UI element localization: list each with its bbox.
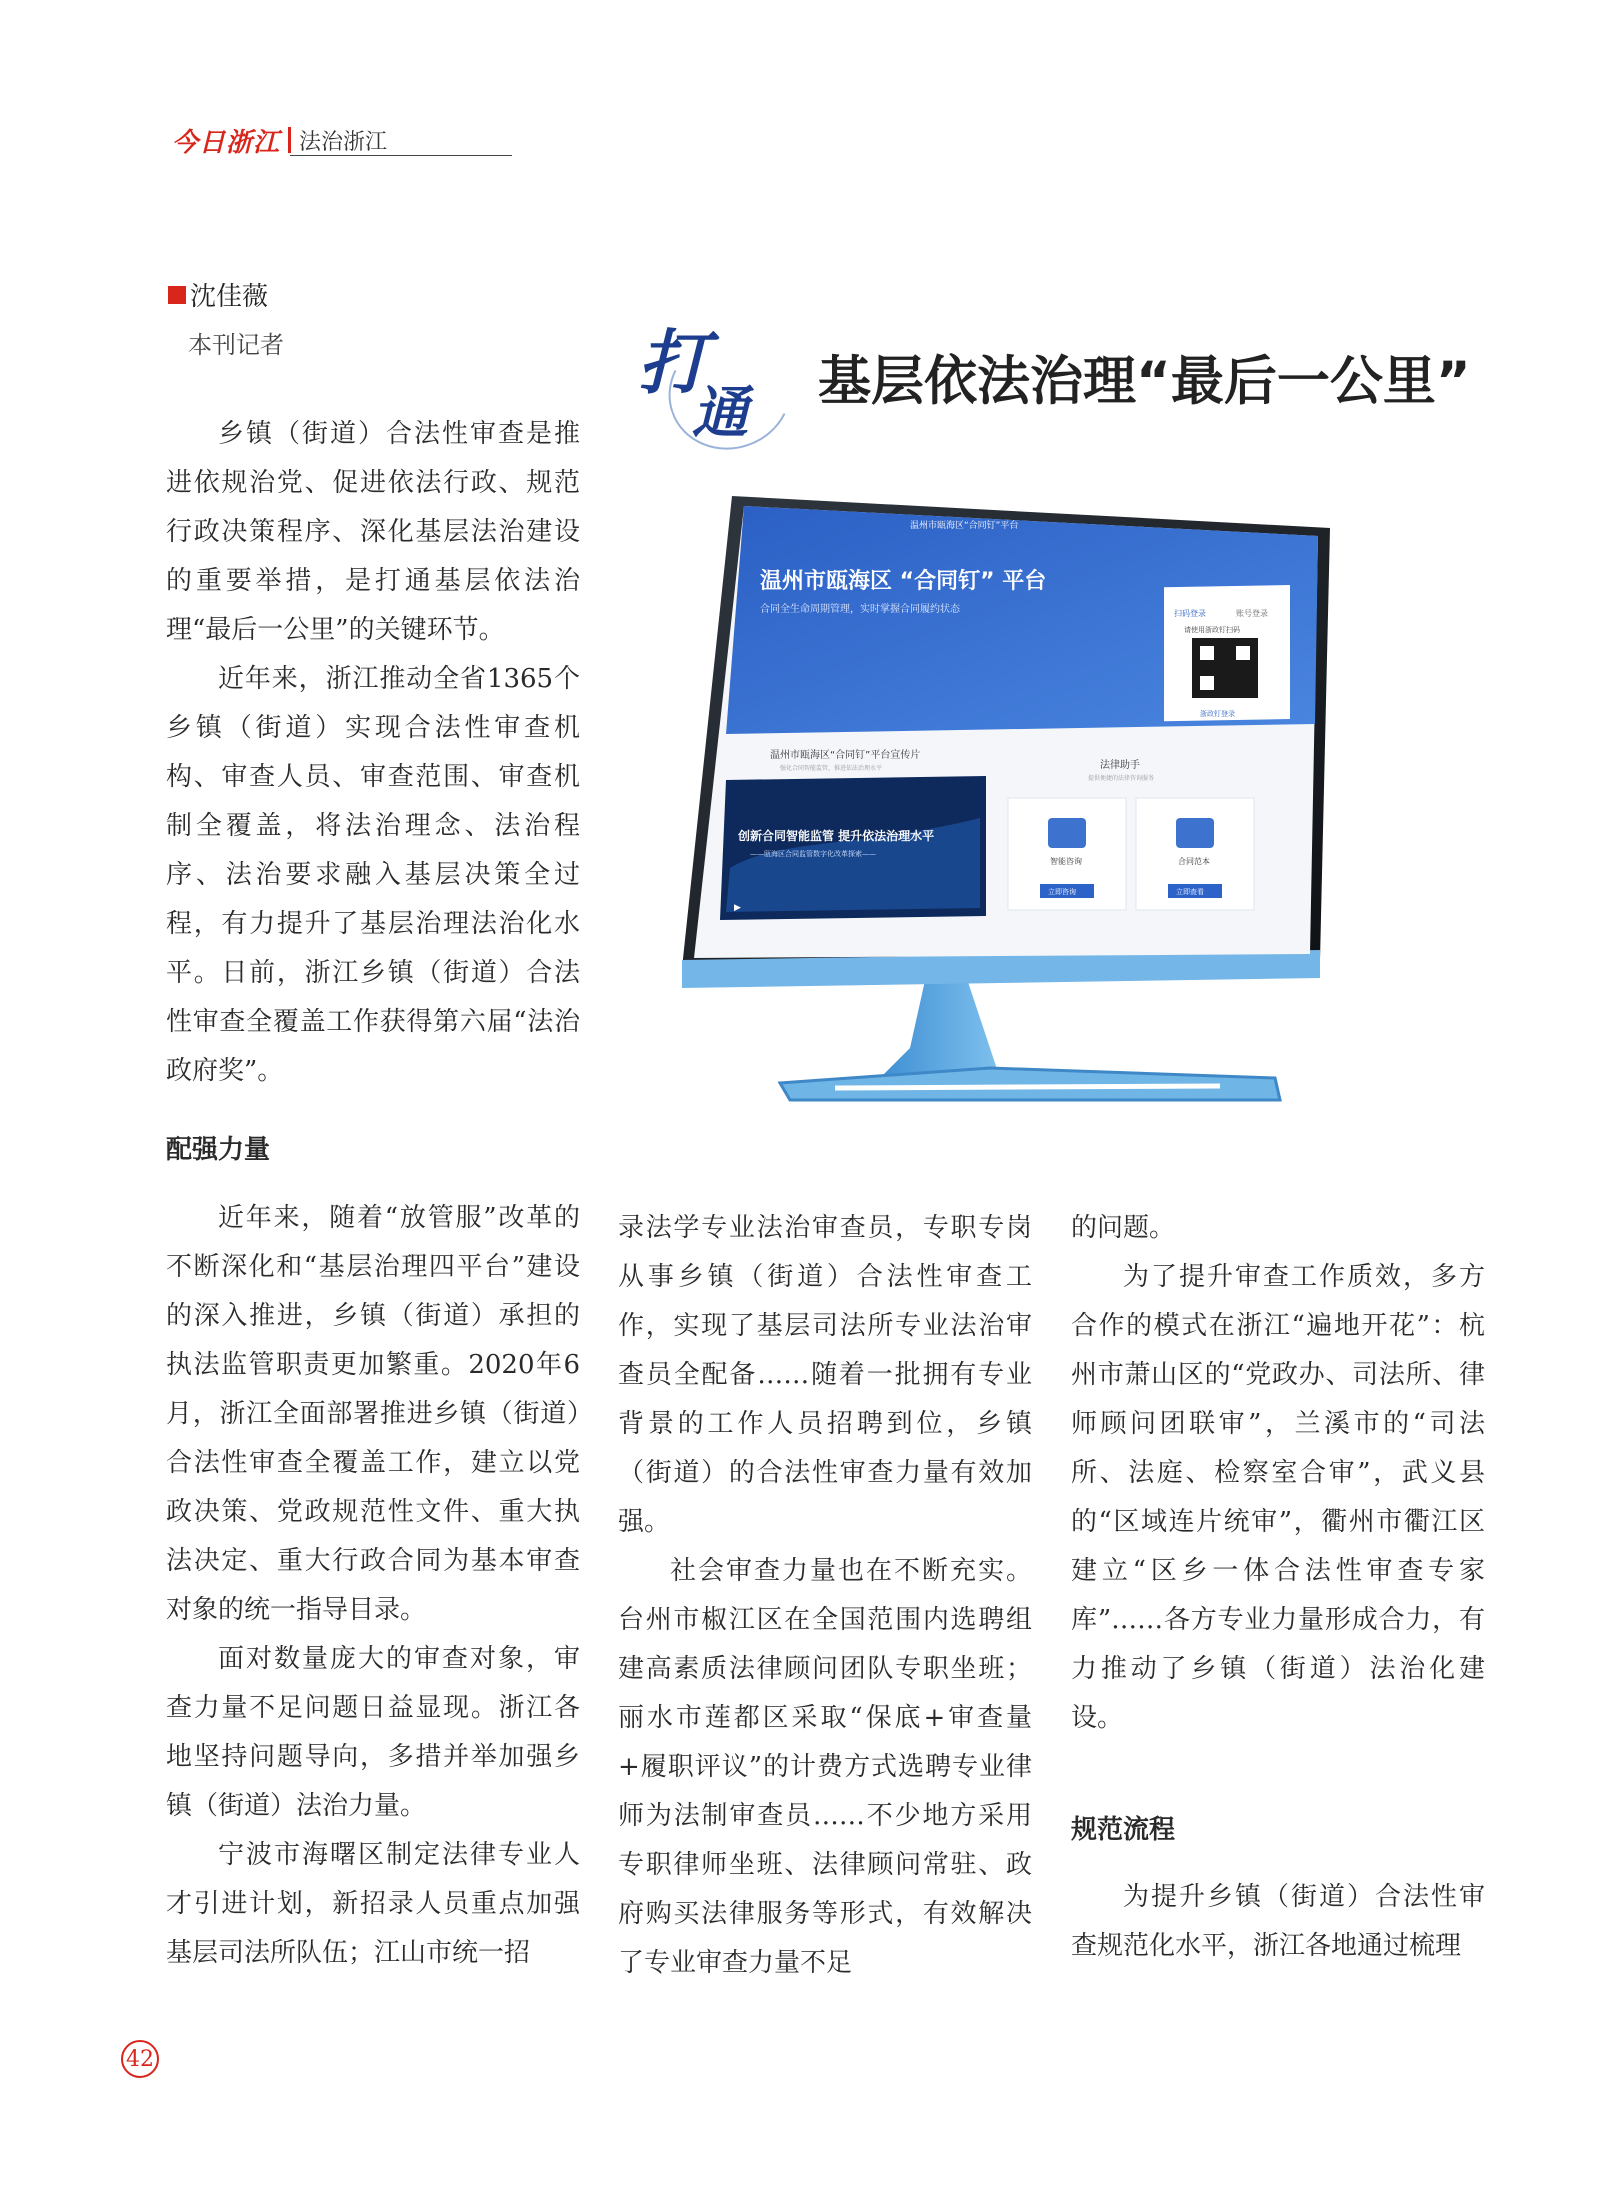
banner-title: 温州市瓯海区 “合同钉” 平台	[760, 569, 1047, 594]
article-title	[630, 305, 1500, 455]
intro-paragraph-2: 近年来，浙江推动全省1365个乡镇（街道）实现合法性审查机构、审查人员、审查范围、审查机制全覆盖，将法治理念、法治程序、法治要求融入基层决策全过程，有力提升了基层治理法治化水平。日前，浙江乡镇（街道）合法性审查全覆盖工作获得第六届“法治政府奖”。	[166, 664, 580, 1086]
helper-heading: 法律助手	[1100, 760, 1140, 771]
video-subtitle: ——瓯海区合同监管数字化改革探索——	[750, 850, 876, 858]
title-char-2: 通	[692, 380, 748, 446]
intro-heading: 温州市瓯海区“合同钉”平台宣传片	[770, 750, 921, 761]
login-tab-scan[interactable]: 扫码登录	[1174, 609, 1206, 618]
monitor-svg	[660, 488, 1340, 1108]
header-divider	[288, 127, 291, 153]
col3-paragraph-2: 为了提升审查工作质效，多方合作的模式在浙江“遍地开花”：杭州市萧山区的“党政办、司法所、律师顾问团联审”，兰溪市的“司法所、法庭、检察室合审”，武义县的“区域连片统审”，衢州市衢江区建立“区乡一体合法性审查专家库”……各方专业力量形成合力，有力推动了乡镇（街道）法治化建设。	[1071, 1262, 1485, 1733]
helper-card-2-button[interactable]: 立即查看	[1176, 888, 1204, 896]
login-button[interactable]: 浙政钉登录	[1200, 710, 1235, 718]
banner-subtitle: 合同全生命周期管理，实时掌握合同履约状态	[760, 604, 960, 615]
author-name: 沈佳薇	[190, 282, 269, 312]
author-role: 本刊记者	[188, 331, 284, 359]
magazine-brand-logo: 今日浙江	[172, 127, 281, 158]
helper-subheading: 提供便捷的法律咨询服务	[1088, 775, 1155, 782]
site-header-text: 温州市瓯海区“合同钉”平台	[910, 521, 1019, 531]
col2-paragraph-1: 录法学专业法治审查员，专职专岗从事乡镇（街道）合法性审查工作，实现了基层司法所专业法治审查员全配备……随着一批拥有专业背景的工作人员招聘到位，乡镇（街道）的合法性审查力量有效加强。	[618, 1213, 1032, 1537]
col3-paragraph-3: 为提升乡镇（街道）合法性审查规范化水平，浙江各地通过梳理	[1071, 1882, 1485, 1961]
col2-paragraph-2: 社会审查力量也在不断充实。台州市椒江区在全国范围内选聘组建高素质法律顾问团队专职坐班；丽水市莲都区采取“保底+审查量+履职评议”的计费方式选聘专业律师为法制审查员……不少地方采用专职律师坐班、法律顾问常驻、政府购买法律服务等形式，有效解决了专业审查力量不足	[618, 1556, 1032, 1978]
helper-card-2-title: 合同范本	[1178, 857, 1210, 866]
body-column-3	[1071, 1204, 1485, 1743]
login-hint: 请使用浙政钉扫码	[1184, 626, 1240, 634]
title-main: 基层依法治理“最后一公里”	[818, 351, 1471, 412]
play-icon[interactable]: ▶	[734, 903, 741, 913]
header-rule	[290, 155, 512, 156]
author-marker-icon	[168, 286, 186, 304]
col1-paragraph-2: 面对数量庞大的审查对象，审查力量不足问题日益显现。浙江各地坚持问题导向，多措并举加强乡镇（街道）法治力量。	[166, 1644, 580, 1821]
document-icon	[1176, 818, 1214, 848]
body-column-1	[166, 1194, 580, 1978]
col3-paragraph-1: 的问题。	[1071, 1213, 1176, 1243]
page-header	[172, 123, 387, 157]
helper-card-1-button[interactable]: 立即咨询	[1048, 888, 1076, 896]
intro-paragraph-1: 乡镇（街道）合法性审查是推进依规治党、促进依法行政、规范行政决策程序、深化基层法治建设的重要举措，是打通基层依法治理“最后一公里”的关键环节。	[166, 419, 580, 645]
col1-paragraph-3: 宁波市海曙区制定法律专业人才引进计划，新招录人员重点加强基层司法所队伍；江山市统一招	[166, 1840, 580, 1968]
video-title: 创新合同智能监管 提升依法治理水平	[738, 829, 935, 843]
stand-base-hollow	[835, 1086, 1220, 1088]
monitor-illustration	[660, 488, 1340, 1108]
author-block	[168, 276, 284, 360]
intro-subheading: 强化合同智能监管，推进依法治理水平	[780, 765, 883, 772]
page-number: 42	[121, 2040, 159, 2078]
consult-icon	[1048, 818, 1086, 848]
body-column-3-tail	[1071, 1873, 1485, 1971]
title-char-1: 打	[638, 321, 708, 404]
section-heading-1: 配强力量	[166, 1135, 271, 1165]
section-heading-2: 规范流程	[1071, 1815, 1176, 1845]
intro-column	[166, 410, 580, 1096]
section-name: 法治浙江	[299, 129, 388, 155]
helper-card-1-title: 智能咨询	[1050, 857, 1082, 866]
col1-paragraph-1: 近年来，随着“放管服”改革的不断深化和“基层治理四平台”建设的深入推进，乡镇（街道）承担的执法监管职责更加繁重。2020年6月，浙江全面部署推进乡镇（街道）合法性审查全覆盖工作，建立以党政决策、党政规范性文件、重大执法决定、重大行政合同为基本审查对象的统一指导目录。	[166, 1203, 580, 1625]
login-tab-account[interactable]: 账号登录	[1236, 609, 1268, 618]
body-column-2	[618, 1204, 1032, 1988]
